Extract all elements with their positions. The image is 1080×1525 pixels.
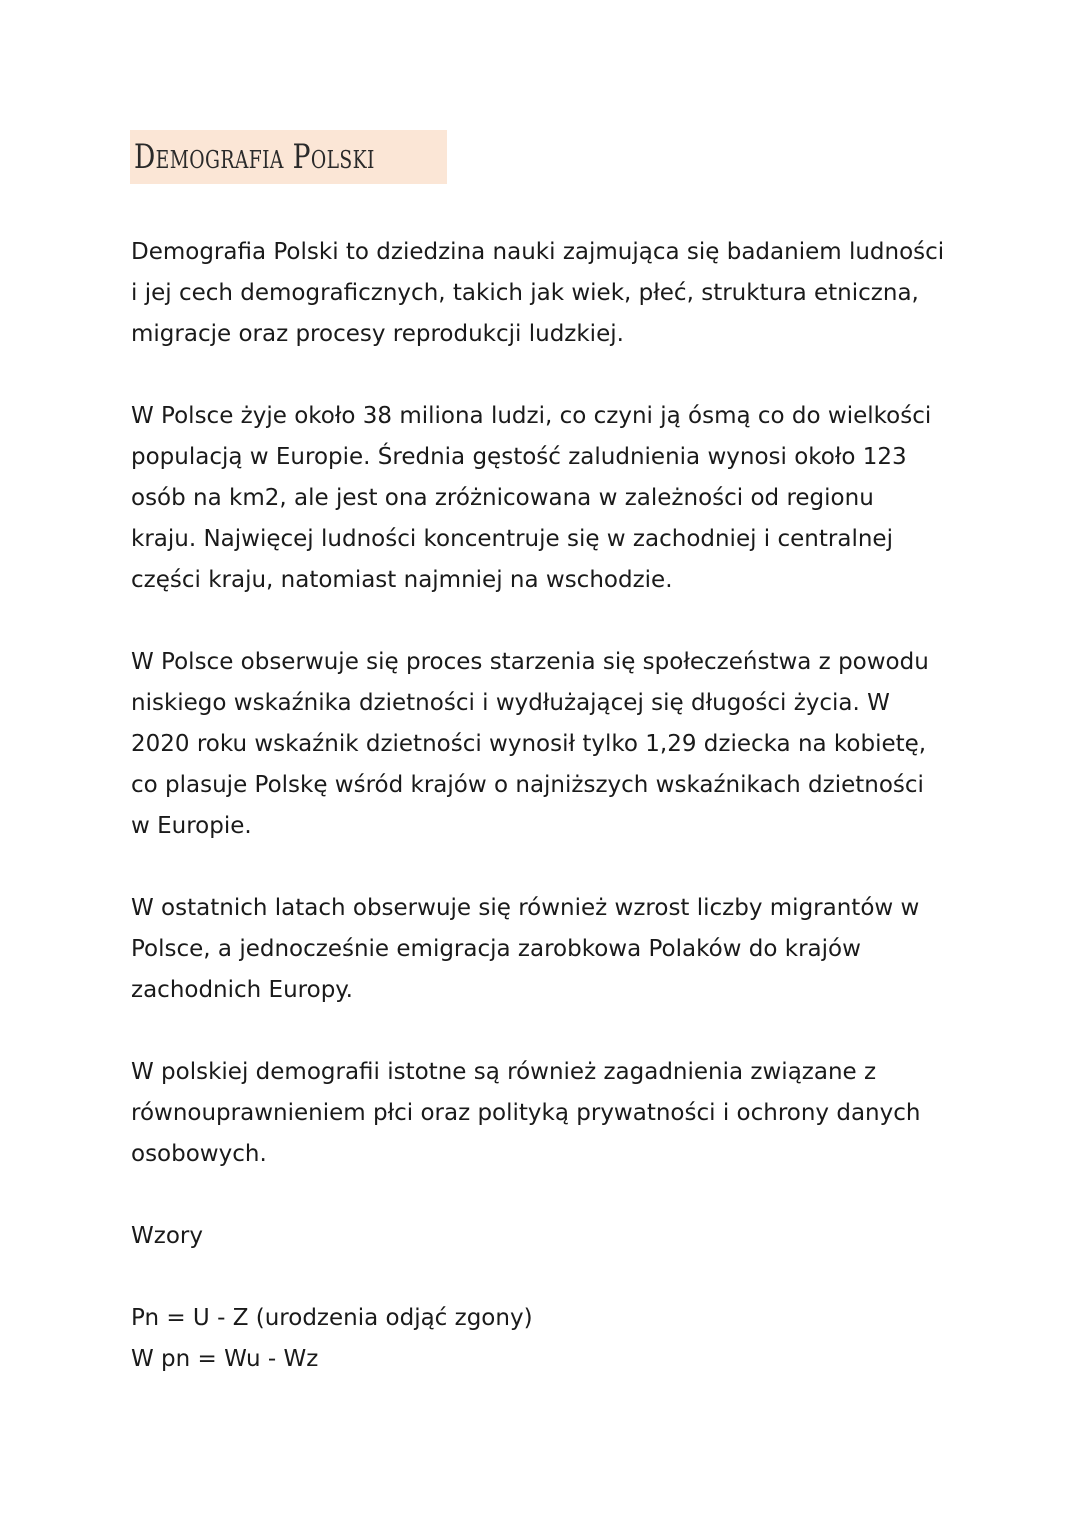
- text-line: 2020 roku wskaźnik dzietności wynosił tylko 1,29 dziecka na kobietę,: [131, 731, 927, 757]
- formula-natural-increase-rate: W pn = Wu - Wz: [131, 1346, 319, 1372]
- paragraph-definition: [131, 232, 961, 355]
- page-title: Demografia Polski: [134, 137, 375, 177]
- text-line: W Polsce żyje około 38 miliona ludzi, co czyni ją ósmą co do wielkości: [131, 403, 932, 429]
- text-line: osób na km2, ale jest ona zróżnicowana w zależności od regionu: [131, 485, 874, 511]
- text-line: osobowych.: [131, 1141, 267, 1167]
- text-line: Polsce, a jednocześnie emigracja zarobkowa Polaków do krajów: [131, 936, 861, 962]
- formula-natural-increase: Pn = U - Z (urodzenia odjąć zgony): [131, 1305, 533, 1331]
- text-line: W ostatnich latach obserwuje się również wzrost liczby migrantów w: [131, 895, 920, 921]
- text-line: W polskiej demografii istotne są również zagadnienia związane z: [131, 1059, 877, 1085]
- text-line: populacją w Europie. Średnia gęstość zaludnienia wynosi około 123: [131, 444, 907, 470]
- paragraph-aging: [131, 642, 961, 847]
- formulas-heading: [131, 1216, 961, 1257]
- paragraph-equality: [131, 1052, 961, 1175]
- text-line: Demografia Polski to dziedzina nauki zajmująca się badaniem ludności: [131, 239, 945, 265]
- text-line: niskiego wskaźnika dzietności i wydłużającej się długości życia. W: [131, 690, 890, 716]
- text-line: co plasuje Polskę wśród krajów o najniższych wskaźnikach dzietności: [131, 772, 924, 798]
- paragraph-population: [131, 396, 961, 601]
- document-body: [131, 232, 961, 1380]
- text-line: kraju. Najwięcej ludności koncentruje się w zachodniej i centralnej: [131, 526, 893, 552]
- text-line: i jej cech demograficznych, takich jak wiek, płeć, struktura etniczna,: [131, 280, 919, 306]
- text-line: migracje oraz procesy reprodukcji ludzkiej.: [131, 321, 624, 347]
- text-line: części kraju, natomiast najmniej na wschodzie.: [131, 567, 673, 593]
- title-highlight: [130, 130, 447, 184]
- text-line: Wzory: [131, 1223, 203, 1249]
- text-line: w Europie.: [131, 813, 252, 839]
- text-line: W Polsce obserwuje się proces starzenia się społeczeństwa z powodu: [131, 649, 929, 675]
- paragraph-migration: [131, 888, 961, 1011]
- text-line: równouprawnieniem płci oraz polityką prywatności i ochrony danych: [131, 1100, 921, 1126]
- text-line: zachodnich Europy.: [131, 977, 353, 1003]
